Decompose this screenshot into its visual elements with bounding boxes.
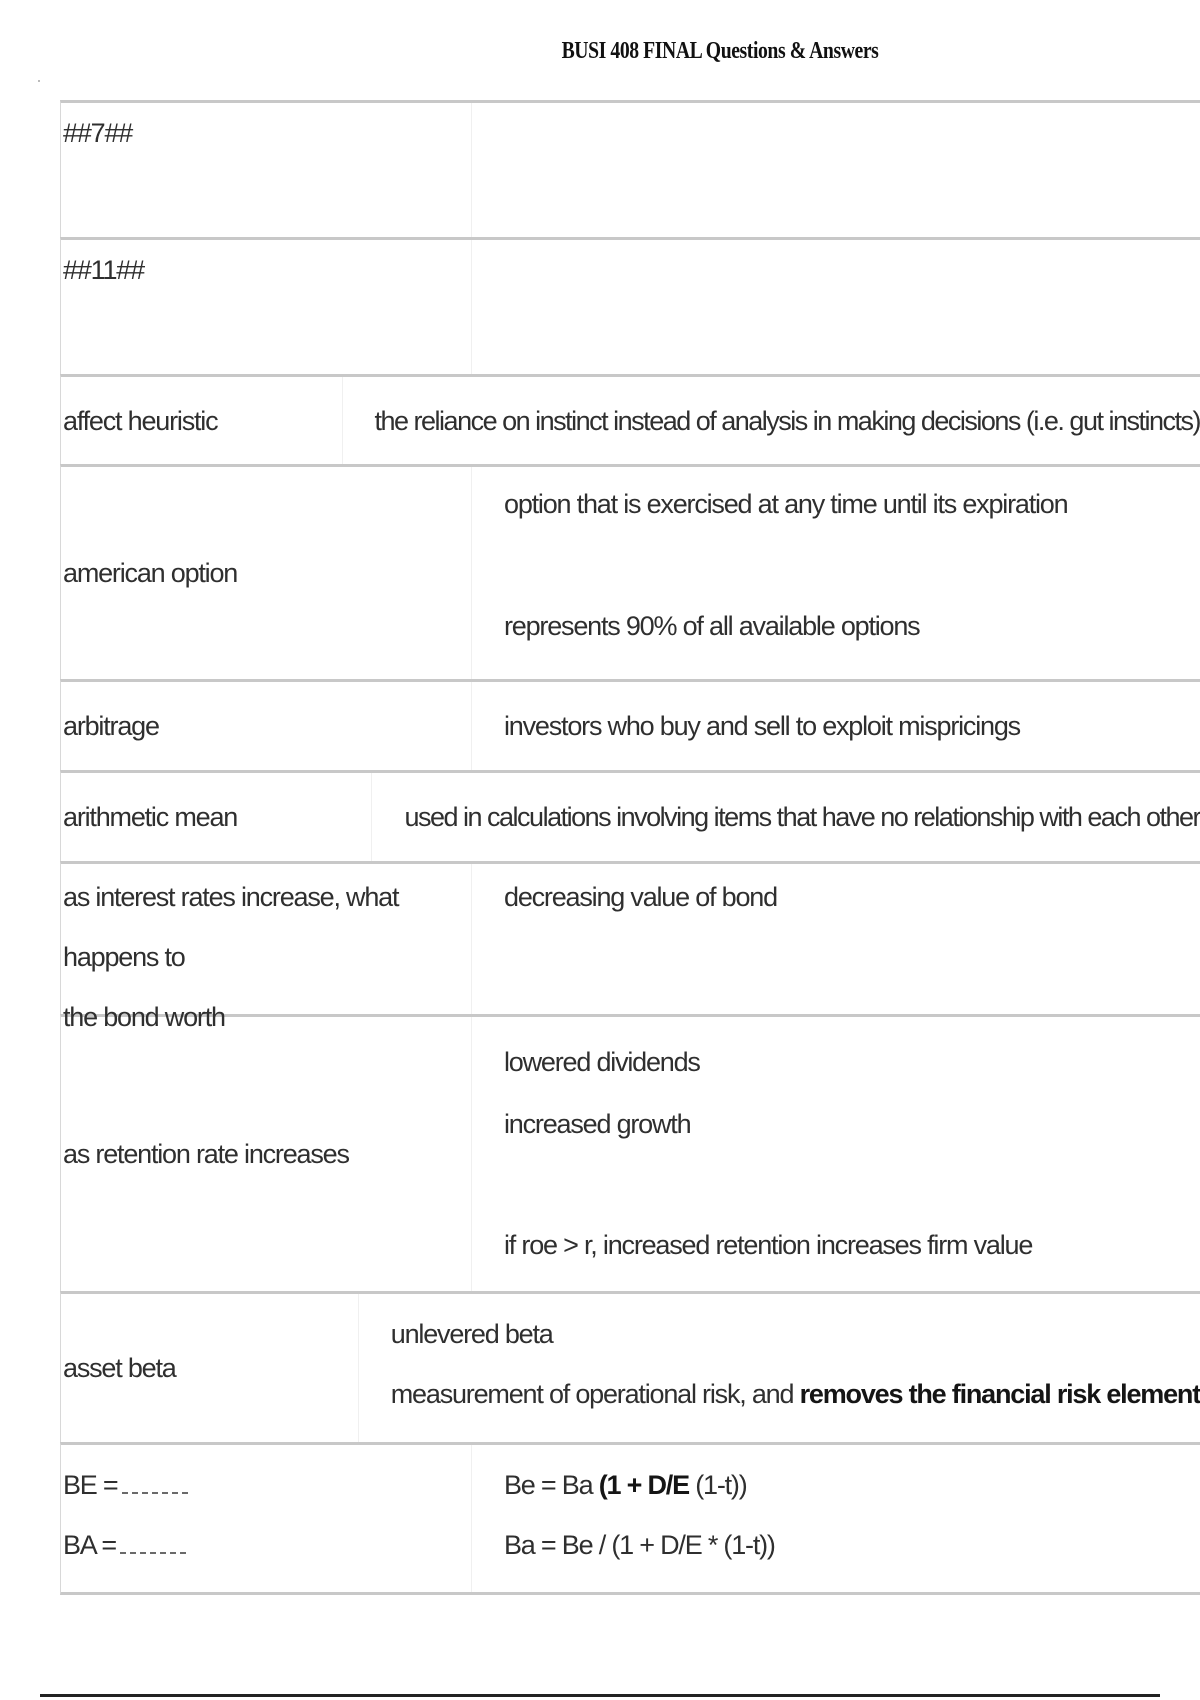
table-row xyxy=(60,1014,1200,1291)
table-row xyxy=(60,1442,1200,1595)
footer-rule xyxy=(40,1694,1160,1697)
answer-blank xyxy=(120,1552,186,1554)
table-row xyxy=(60,770,1200,861)
definition-text: measurement of operational risk, and xyxy=(390,1379,800,1409)
definition-cell xyxy=(342,377,1200,464)
definition-line: investors who buy and sell to exploit mispricings xyxy=(504,711,1020,741)
definition-cell xyxy=(358,1294,1200,1442)
definition-line: decreasing value of bond xyxy=(504,882,777,912)
term-cell xyxy=(61,682,471,770)
table-row xyxy=(60,374,1200,464)
term-text: arithmetic mean xyxy=(63,802,238,832)
term-text: ##7## xyxy=(63,118,133,148)
term-cell xyxy=(61,864,471,1032)
definition-cell xyxy=(471,864,1200,1014)
definition-cell xyxy=(371,773,1200,861)
term-text: arbitrage xyxy=(63,711,159,741)
formula-text: Be = Ba xyxy=(504,1470,599,1500)
term-cell xyxy=(61,103,471,237)
definition-cell xyxy=(471,682,1200,770)
page-title: BUSI 408 FINAL Questions & Answers xyxy=(561,38,879,64)
definition-line: option that is exercised at any time until its expiration xyxy=(504,489,1068,519)
definition-cell xyxy=(471,1017,1200,1291)
table-row xyxy=(60,100,1200,237)
term-cell xyxy=(61,1294,358,1442)
table-row xyxy=(60,237,1200,374)
term-text xyxy=(63,1515,186,1575)
definition-line: unlevered beta xyxy=(390,1319,553,1349)
table-row xyxy=(60,464,1200,679)
term-cell xyxy=(61,240,471,374)
term-text: the bond worth xyxy=(63,1002,225,1032)
term-text: affect heuristic xyxy=(63,405,218,436)
definition-line: if roe > r, increased retention increases firm value xyxy=(504,1230,1033,1260)
term-text: asset beta xyxy=(63,1353,176,1383)
formula-emphasis: (1 + D/E xyxy=(598,1470,689,1500)
definition-line: increased growth xyxy=(504,1109,691,1139)
definition-line: represents 90% of all available options xyxy=(504,611,920,641)
formula-text: (1-t)) xyxy=(688,1470,747,1500)
term-cell xyxy=(61,773,371,861)
term-cell xyxy=(61,1445,471,1592)
term-text: ##11## xyxy=(63,255,144,285)
formula-be xyxy=(504,1455,1200,1515)
definition-cell xyxy=(471,240,1200,374)
definition-emphasis: removes the financial risk element xyxy=(799,1379,1200,1409)
term-cell xyxy=(61,467,471,679)
definition-line: lowered dividends xyxy=(504,1047,700,1077)
definition-cell xyxy=(471,1445,1200,1592)
term-text: american option xyxy=(63,558,238,588)
term-text: as retention rate increases xyxy=(63,1139,349,1169)
term-text: as interest rates increase, what happens to xyxy=(63,882,399,972)
table-row xyxy=(60,861,1200,1032)
ba-label: BA = xyxy=(63,1530,116,1560)
definition-line xyxy=(391,1364,1200,1424)
be-label: BE = xyxy=(63,1470,118,1500)
definition-cell xyxy=(471,467,1200,679)
table-row xyxy=(60,1291,1200,1442)
definition-line: the reliance on instinct instead of analysis in making decisions (i.e. gut instincts) xyxy=(374,405,1200,436)
margin-mark xyxy=(38,80,40,82)
answer-blank xyxy=(122,1492,188,1494)
formula-ba: Ba = Be / (1 + D/E * (1-t)) xyxy=(504,1530,775,1560)
table-row xyxy=(60,679,1200,770)
term-text xyxy=(63,1455,188,1515)
definition-cell xyxy=(471,103,1200,237)
definition-line: used in calculations involving items that have no relationship with each other xyxy=(404,802,1200,832)
term-cell xyxy=(61,1017,471,1291)
term-cell xyxy=(61,377,342,464)
qa-table xyxy=(60,100,1200,1595)
